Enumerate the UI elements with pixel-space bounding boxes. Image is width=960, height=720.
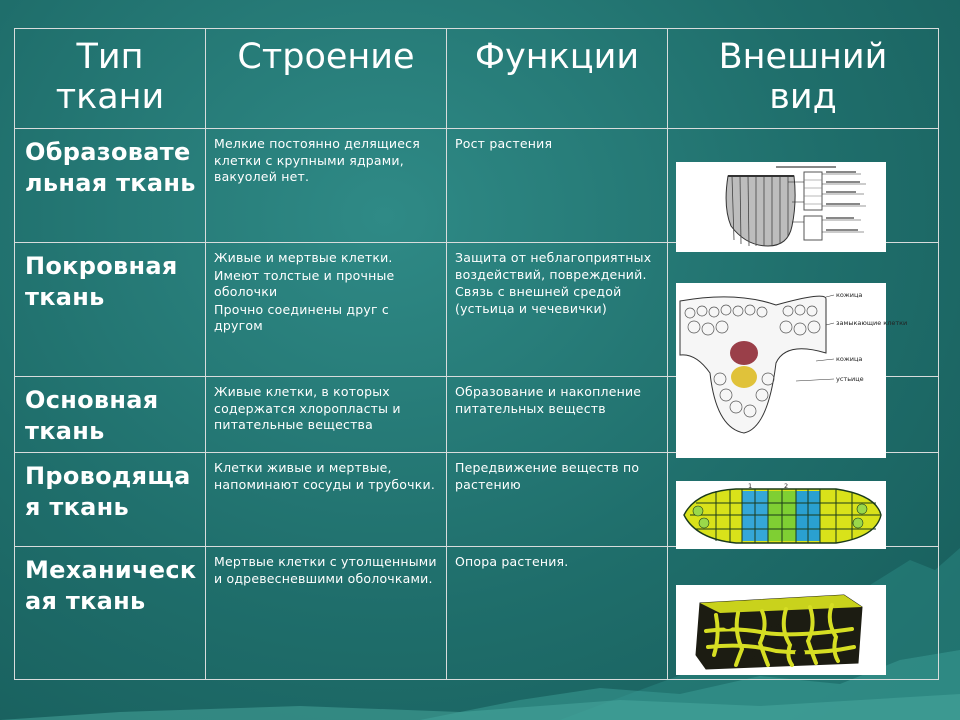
table-row	[15, 377, 939, 453]
functions-text: Рост растения	[455, 136, 553, 151]
structure-cell	[206, 377, 447, 453]
structure-cell	[206, 547, 447, 680]
functions-cell	[447, 243, 668, 377]
functions-cell	[447, 453, 668, 547]
header-functions: Функции	[447, 29, 668, 129]
appearance-cell	[668, 129, 939, 243]
table-row	[15, 547, 939, 680]
meristem-image	[676, 162, 886, 252]
appearance-cell	[668, 377, 939, 453]
table-row	[15, 129, 939, 243]
appearance-cell	[668, 547, 939, 680]
structure-text: Имеют толстые и прочные оболочки	[214, 267, 395, 299]
structure-text: Живые и мертвые клетки.	[214, 250, 393, 265]
functions-text: Связь с внешней средой (устьица и чечевички)	[455, 284, 622, 316]
mechanical-tissue-image	[676, 585, 886, 675]
tissue-name: Образовательная ткань	[15, 129, 206, 243]
tissue-name: Основная ткань	[15, 377, 206, 453]
tissue-name: Покровная ткань	[15, 243, 206, 377]
structure-cell	[206, 453, 447, 547]
functions-text: Передвижение веществ по растению	[455, 460, 640, 492]
tissue-name: Проводящая ткань	[15, 453, 206, 547]
image-label: 2	[784, 482, 789, 490]
structure-text: Живые клетки, в которых содержатся хлоропласты и питательные вещества	[214, 384, 401, 432]
tissue-table	[14, 28, 939, 680]
image-label: замыкающие клетки	[836, 319, 908, 327]
structure-cell	[206, 129, 447, 243]
functions-text: Опора растения.	[455, 554, 569, 569]
image-label: кожица	[836, 355, 863, 363]
functions-cell	[447, 547, 668, 680]
table-row	[15, 243, 939, 377]
functions-cell	[447, 129, 668, 243]
functions-text: Защита от неблагоприятных воздействий, повреждений.	[455, 250, 652, 282]
tissue-name: Механическая ткань	[15, 547, 206, 680]
functions-text: Образование и накопление питательных веществ	[455, 384, 642, 416]
vascular-tissue-image	[676, 481, 886, 549]
functions-cell	[447, 377, 668, 453]
appearance-cell	[668, 243, 939, 383]
image-label: 1	[748, 482, 753, 490]
appearance-cell	[668, 453, 939, 547]
header-type: Тип ткани	[15, 29, 206, 129]
structure-text: Мертвые клетки с утолщенными и одревесневшими оболочками.	[214, 554, 437, 586]
structure-text: Прочно соединены друг с другом	[214, 301, 390, 333]
structure-text: Клетки живые и мертвые, напоминают сосуды и трубочки.	[214, 460, 435, 492]
structure-cell	[206, 243, 447, 377]
header-appearance: Внешний вид	[668, 29, 939, 129]
structure-text: Мелкие постоянно делящиеся клетки с крупными ядрами, вакуолей нет.	[214, 136, 420, 184]
image-label: кожица	[836, 291, 863, 299]
header-structure: Строение	[206, 29, 447, 129]
image-label: устьице	[836, 375, 864, 383]
table-row	[15, 453, 939, 547]
header-row	[15, 29, 939, 129]
